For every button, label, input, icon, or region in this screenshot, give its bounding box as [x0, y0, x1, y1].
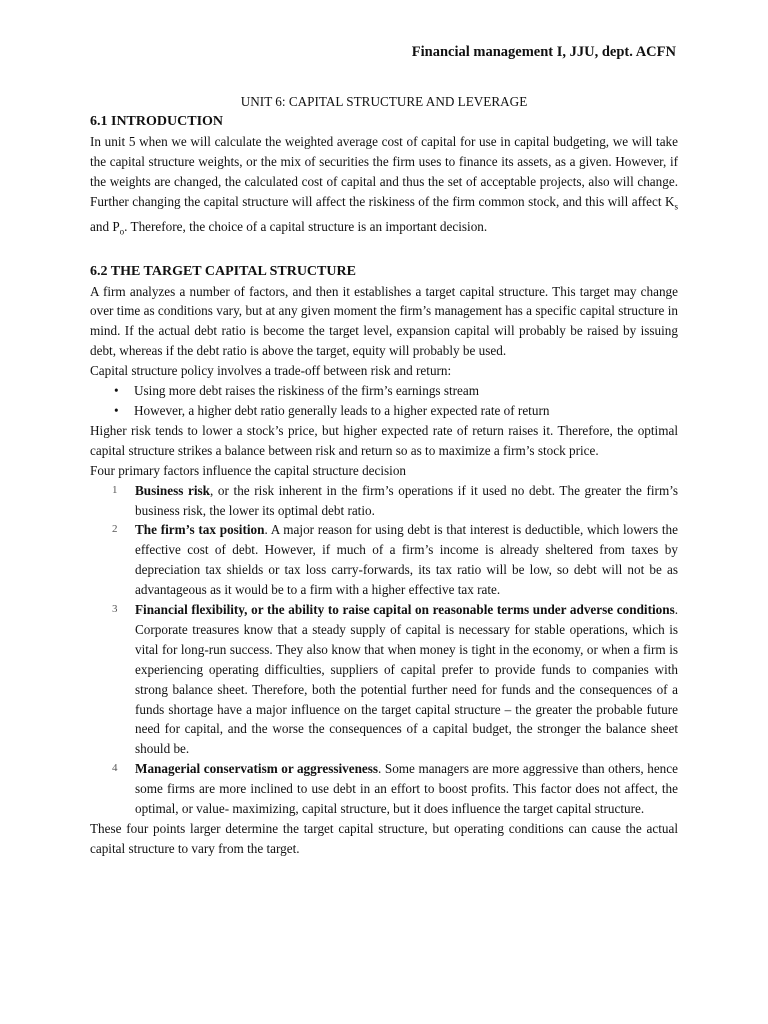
list-item [90, 759, 678, 819]
factor-title: Financial flexibility, or the ability to raise capital on reasonable terms under adverse conditions [135, 602, 675, 618]
list-item: • Using more debt raises the riskiness of the firm’s earnings stream [114, 381, 678, 401]
factor-title: The firm’s tax position [135, 522, 265, 538]
list-number: 2 [112, 523, 118, 536]
target-paragraph-5: These four points larger determine the target capital structure, but operating conditions can cause the actual capital structure to vary from the target. [90, 821, 678, 856]
list-number: 1 [112, 483, 118, 496]
factor-title: Business risk [135, 482, 210, 498]
list-item [90, 520, 678, 600]
factor-text: . Some managers are more aggressive than others, hence some firms are more inclined to use debt in an effort to boost profits. This factor does not affect, the optimal, or value- maximizing, capital structure, but it does influence the target capital structure. [135, 761, 678, 817]
factor-text: . Corporate treasures know that a steady supply of capital is necessary for stable operations, which is vital for long-run success. They also know that when money is tight in the economy, or when a firm is experiencing operating difficulties, suppliers of capital prefer to provide funds to companies with strong balance sheet. Therefore, both the potential further need for funds and the consequences of a funds shortage have a major influence on the target capital structure – the greater the probable future need for capital, and the worse the consequences of a capital budget, the stronger the balance sheet should be. [135, 602, 678, 757]
unit-title: UNIT 6: CAPITAL STRUCTURE AND LEVERAGE [240, 94, 528, 109]
subscript-s: s [674, 201, 678, 212]
target-paragraph-3: Higher risk tends to lower a stock’s price, but higher expected rate of return raises it. Therefore, the optimal capital structure strikes a balance between risk and return so as to maximize a firm’s stock price. [90, 422, 678, 458]
section-heading-target: 6.2 THE TARGET CAPITAL STRUCTURE [90, 263, 356, 279]
factor-text: , or the risk inherent in the firm’s operations if it used no debt. The greater the firm’s business risk, the lower its optimal debt ratio. [135, 482, 678, 518]
factor-text: . A major reason for using debt is that interest is deductible, which lowers the effective cost of debt. However, if much of a firm’s income is already sheltered from taxes by depreciation tax shields or tax loss carry-forwards, its tax ratio will be low, so debt will not be as advantageous as it would be to a firm with a higher effective tax rate. [135, 522, 678, 598]
target-paragraph-4: Four primary factors influence the capital structure decision [90, 462, 407, 478]
intro-text-and: and P [90, 219, 120, 235]
list-item: • However, a higher debt ratio generally leads to a higher expected rate of return [114, 401, 678, 421]
list-number: 3 [112, 603, 118, 616]
target-paragraph-1: A firm analyzes a number of factors, and then it establishes a target capital structure. This target may change over time as conditions vary, but at any given moment the firm’s management has a specific capital structure in mind. If the actual debt ratio is become the target level, expansion capital will probably be raised by issuing debt, whereas if the debt ratio is above the target, equity will probably be used. [90, 283, 678, 359]
running-header: Financial management I, JJU, dept. ACFN [411, 44, 676, 60]
intro-text-a: In unit 5 when we will calculate the weighted average cost of capital for use in capital budgeting, we will take the capital structure weights, or the mix of securities the firm uses to finance its assets, as a given. However, if the weights are changed, the calculated cost of capital and thus the set of acceptable projects, also will change. Further changing the capital structure will affect the riskiness of the firm common stock, and this will affect K [90, 133, 678, 209]
page-content [90, 92, 678, 859]
intro-text-b: . Therefore, the choice of a capital structure is an important decision. [124, 219, 488, 235]
factor-title: Managerial conservatism or aggressiveness [135, 761, 379, 777]
target-paragraph-2: Capital structure policy involves a trade-off between risk and return: [90, 363, 452, 379]
intro-paragraph [90, 132, 678, 243]
list-item [90, 600, 678, 759]
section-heading-intro: 6.1 INTRODUCTION [90, 113, 224, 129]
factors-list [90, 481, 678, 819]
tradeoff-list [90, 381, 678, 421]
subscript-o: o [119, 226, 125, 237]
list-item [90, 481, 678, 521]
list-number: 4 [112, 762, 118, 775]
